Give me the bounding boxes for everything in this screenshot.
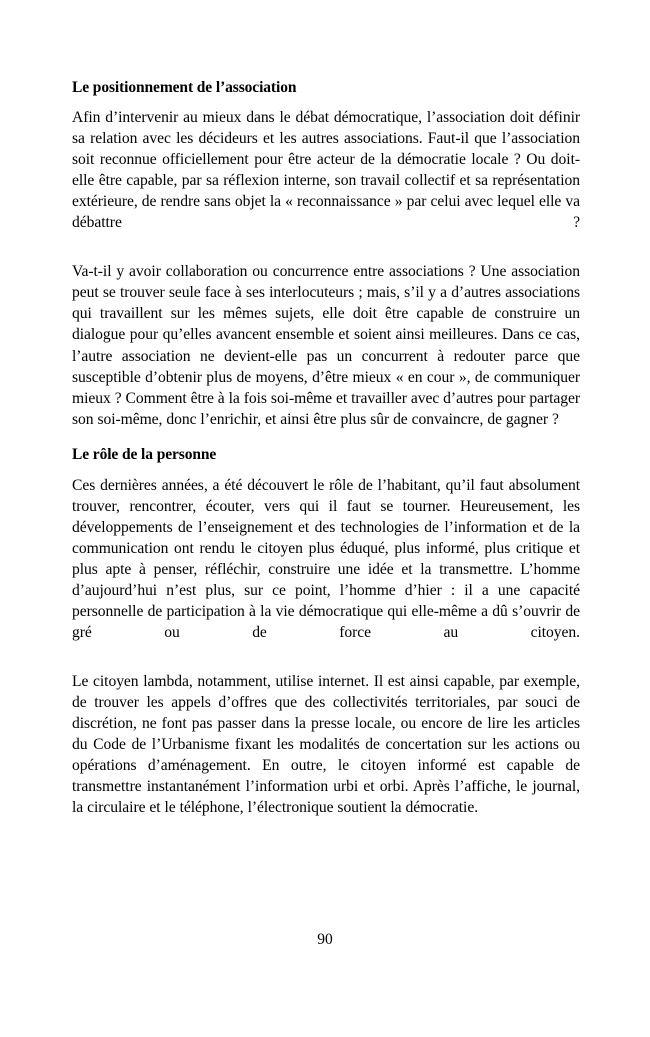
paragraph-role-1: Ces dernières années, a été découvert le rôle de l’habitant, qu’il faut absolument trouver, rencontrer, écouter, vers qui il faut se tourner. Heureusement, les développements de l’enseignement et des technologies de l’information et de la communication ont rendu le citoyen plus éduqué, plus informé, plus critique et plus apte à penser, réfléchir, construire une idée et la transmettre. L’homme d’aujourd’hui n’est plus, sur ce point, l’homme d’hier : il a une capacité personnelle de participation à la vie démocratique qui elle-même a dû s’ouvrir de gré ou de force au citoyen. [72,476,580,642]
page-content [72,78,580,824]
paragraph-positionnement-2: Va-t-il y avoir collaboration ou concurrence entre associations ? Une association peut se trouver seule face à ses interlocuteurs ; mais, s’il y a d’autres associations qui travaillent sur les mêmes sujets, elle doit être capable de construire un dialogue pour qu’elles avancent ensemble et soient ainsi meilleures. Dans ce cas, l’autre association ne devient-elle pas un concurrent à redouter parce que susceptible d’obtenir plus de moyens, d’être mieux « en cour », de communiquer mieux ? Comment être à la fois soi-même et travailler avec d’autres pour partager son soi-même, donc l’enrichir, et ainsi être plus sûr de convaincre, de gagner ? [72,263,580,428]
page-number: 90 [317,931,333,948]
paragraph-role-2: Le citoyen lambda, notamment, utilise internet. Il est ainsi capable, par exemple, de trouver les appels d’offres que des collectivités territoriales, par souci de discrétion, ne font pas passer dans la presse locale, ou encore de lire les articles du Code de l’Urbanisme fixant les modalités de concertation sur les actions ou opérations d’aménagement. En outre, le citoyen informé est capable de transmettre instantanément l’information urbi et orbi. Après l’affiche, le journal, la circulaire et le téléphone, l’électronique soutient la démocratie. [72,673,580,817]
section-heading-role-personne: Le rôle de la personne [72,445,217,463]
section-heading-positionnement: Le positionnement de l’association [72,79,297,96]
paragraph-positionnement-1: Afin d’intervenir au mieux dans le débat démocratique, l’association doit définir sa relation avec les décideurs et les autres associations. Faut-il que l’association soit reconnue officiellement pour être acteur de la démocratie locale ? Ou doit-elle être capable, par sa réflexion interne, son travail collectif et sa représentation extérieure, de rendre sans objet la « reconnaissance » par celui avec lequel elle va débattre ? [72,109,580,232]
